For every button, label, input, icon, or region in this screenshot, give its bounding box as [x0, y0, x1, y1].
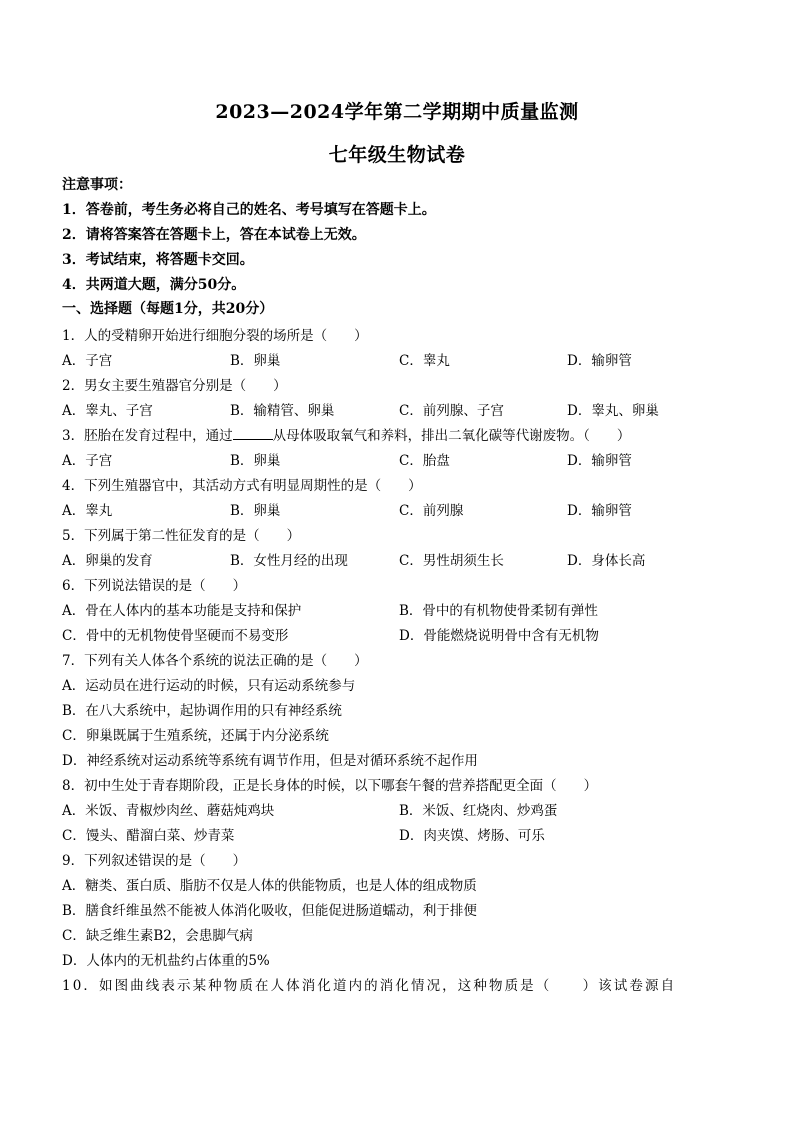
option: C．卵巢既属于生殖系统，还属于内分泌系统 [62, 728, 329, 744]
option: C．前列腺、子宫 [399, 403, 504, 419]
option: C．胎盘 [399, 453, 450, 469]
options-row [62, 399, 742, 419]
option: A．睾丸、子宫 [62, 403, 153, 419]
option: D．睾丸、卵巢 [567, 403, 659, 419]
option: C．缺乏维生素B2，会患脚气病 [62, 928, 253, 944]
option: D．人体内的无机盐约占体重的5% [62, 953, 270, 969]
question-stem: 4．下列生殖器官中，其活动方式有明显周期性的是（ ） [62, 478, 422, 494]
option: A．骨在人体内的基本功能是支持和保护 [62, 603, 302, 619]
option: B．在八大系统中，起协调作用的只有神经系统 [62, 703, 342, 719]
question-stem: 2．男女主要生殖器官分别是（ ） [62, 378, 287, 394]
option: A．子宫 [62, 353, 113, 369]
section-heading: 一、选择题（每题1分，共20分） [62, 301, 274, 317]
question-stem: 7．下列有关人体各个系统的说法正确的是（ ） [62, 653, 368, 669]
option: A．睾丸 [62, 503, 113, 519]
option: B．骨中的有机物使骨柔韧有弹性 [399, 603, 598, 619]
option: C．睾丸 [399, 353, 450, 369]
stem-text: 从母体吸取氧气和养料，排出二氧化碳等代谢废物。（ ） [272, 428, 631, 444]
note-item: 4．共两道大题，满分50分。 [62, 277, 246, 293]
option: D．输卵管 [567, 353, 632, 369]
question-stem: 10．如图曲线表示某种物质在人体消化道内的消化情况，这种物质是（ ）该试卷源自 [62, 978, 677, 994]
option: D．肉夹馍、烤肠、可乐 [399, 828, 545, 844]
question-stem [62, 424, 630, 444]
option: B．膳食纤维虽然不能被人体消化吸收，但能促进肠道蠕动，利于排便 [62, 903, 477, 919]
question-stem: 6．下列说法错误的是（ ） [62, 578, 247, 594]
options-row [62, 824, 742, 844]
question-stem: 1．人的受精卵开始进行细胞分裂的场所是（ ） [62, 328, 368, 344]
exam-title: 2023—2024学年第二学期期中质量监测 [215, 101, 579, 123]
option: A．米饭、青椒炒肉丝、蘑菇炖鸡块 [62, 803, 275, 819]
options-row [62, 624, 742, 644]
option: D．骨能燃烧说明骨中含有无机物 [399, 628, 599, 644]
options-row [62, 549, 742, 569]
notes-heading: 注意事项： [62, 177, 132, 193]
note-item: 2．请将答案答在答题卡上，答在本试卷上无效。 [62, 227, 366, 243]
option: D．神经系统对运动系统等系统有调节作用，但是对循环系统不起作用 [62, 753, 478, 769]
answer-blank [233, 427, 273, 440]
options-row [62, 599, 742, 619]
option: C．骨中的无机物使骨坚硬而不易变形 [62, 628, 289, 644]
stem-text: 3．胚胎在发育过程中，通过 [62, 428, 233, 444]
option: D．输卵管 [567, 453, 632, 469]
option: C．前列腺 [399, 503, 464, 519]
option: C．馒头、醋溜白菜、炒青菜 [62, 828, 235, 844]
option: A．子宫 [62, 453, 113, 469]
question-stem: 9．下列叙述错误的是（ ） [62, 853, 247, 869]
note-item: 1．答卷前，考生务必将自己的姓名、考号填写在答题卡上。 [62, 202, 436, 218]
options-row [62, 799, 742, 819]
option: B．女性月经的出现 [230, 553, 348, 569]
option: B．米饭、红烧肉、炒鸡蛋 [399, 803, 558, 819]
options-row [62, 449, 742, 469]
option: B．卵巢 [230, 353, 281, 369]
option: D．输卵管 [567, 503, 632, 519]
question-stem: 8．初中生处于青春期阶段，正是长身体的时候，以下哪套午餐的营养搭配更全面（ ） [62, 778, 598, 794]
option: B．卵巢 [230, 503, 281, 519]
option: B．输精管、卵巢 [230, 403, 335, 419]
option: A．卵巢的发育 [62, 553, 153, 569]
note-item: 3．考试结束，将答题卡交回。 [62, 252, 254, 268]
question-stem: 5．下列属于第二性征发育的是（ ） [62, 528, 301, 544]
options-row [62, 499, 742, 519]
exam-subtitle: 七年级生物试卷 [328, 144, 466, 166]
options-row [62, 349, 742, 369]
option: D．身体长高 [567, 553, 646, 569]
option: C．男性胡须生长 [399, 553, 504, 569]
option: A．运动员在进行运动的时候，只有运动系统参与 [62, 678, 356, 694]
option: B．卵巢 [230, 453, 281, 469]
option: A．糖类、蛋白质、脂肪不仅是人体的供能物质，也是人体的组成物质 [62, 878, 477, 894]
